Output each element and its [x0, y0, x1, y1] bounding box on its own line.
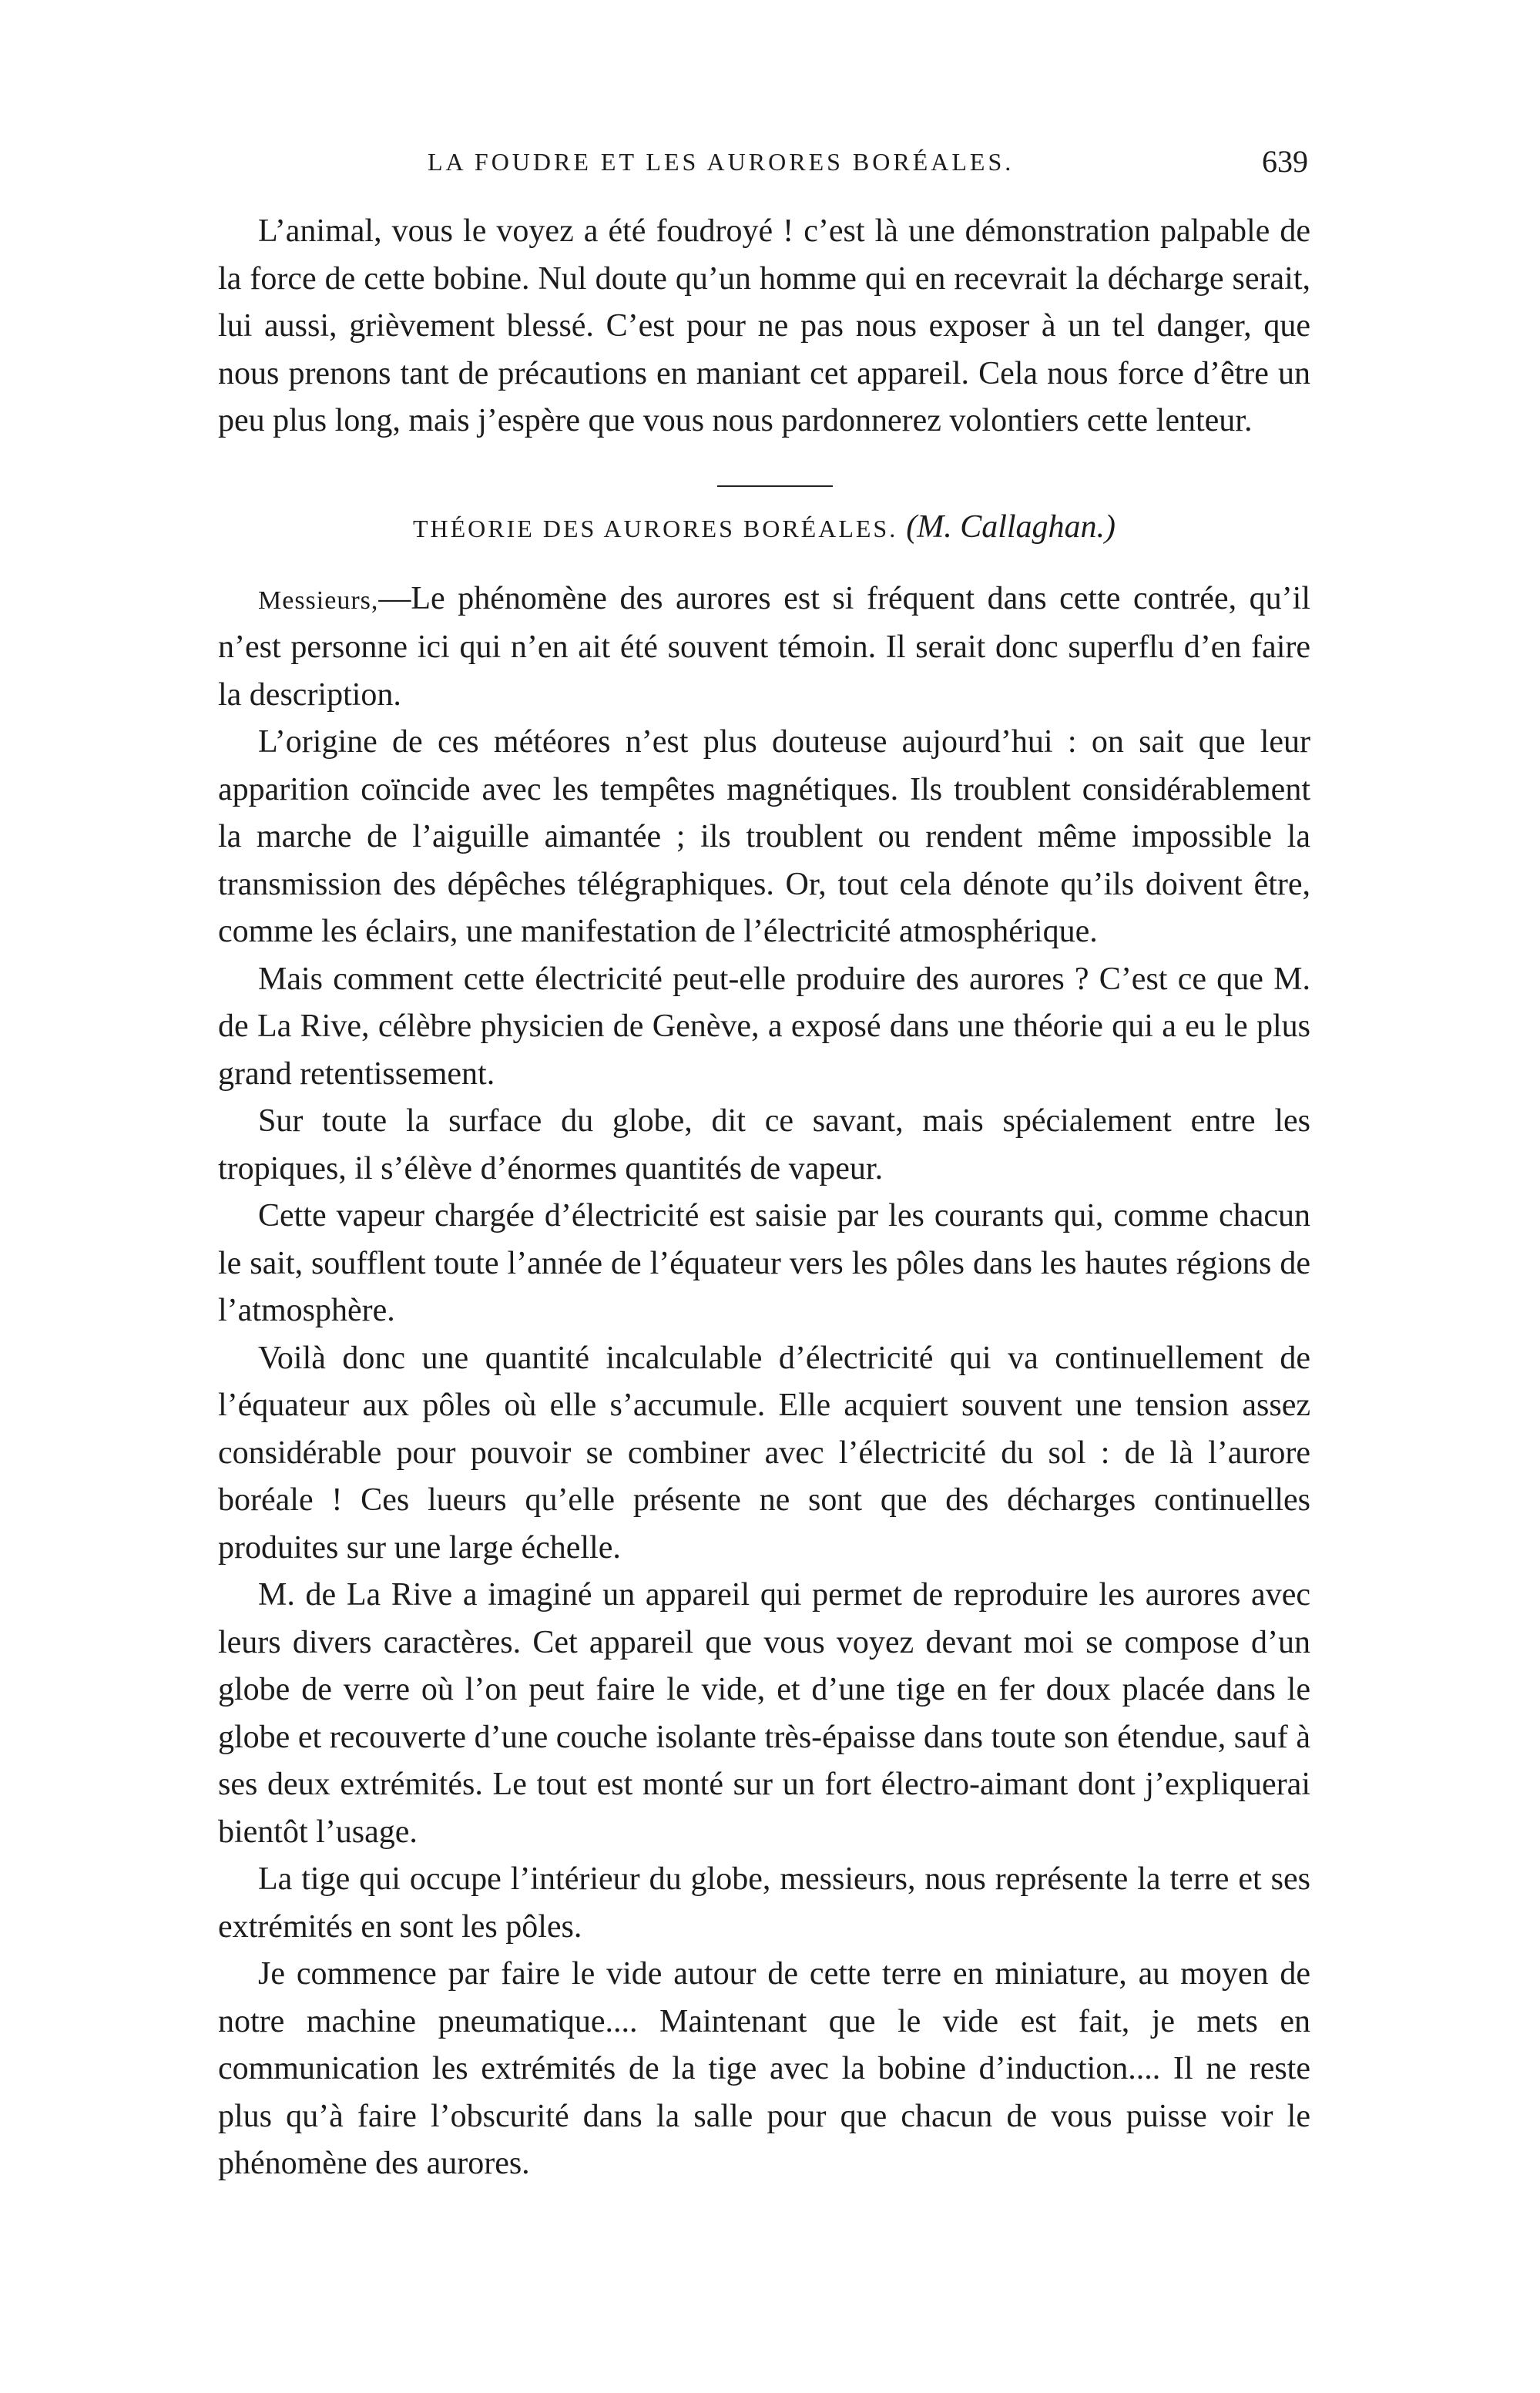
paragraph: Je commence par faire le vide autour de cette terre en miniature, au moyen de notre machine pneumatique.... Maintenant que le vide est fait, je mets en communication les extrémités de la tige avec la bobine d’induction.... Il ne reste plus qu’à faire l’obscurité dans la salle pour que chacun de vous puisse voir le phénomène des aurores. — [218, 1956, 1310, 2181]
section-heading — [218, 504, 1310, 552]
running-header — [0, 143, 1540, 181]
paragraph: Voilà donc une quantité incalculable d’électricité qui va continuellement de l’équateur aux pôles où elle s’accumule. Elle acquiert souvent une tension assez considérable pour pouvoir se combiner avec l’électricité du sol : de là l’aurore boréale ! Ces lueurs qu’elle présente ne sont que des décharges continuelles produites sur une large échelle. — [218, 1340, 1310, 1566]
section-divider — [717, 485, 833, 487]
intro-paragraph: L’animal, vous le voyez a été foudroyé ! c’est là une démonstration palpable de la force de cette bobine. Nul doute qu’un homme qui en recevrait la décharge serait, lui aussi, grièvement blessé. C’est pour ne pas nous exposer à un tel danger, que nous prenons tant de précautions en maniant cet appareil. Cela nous force d’être un peu plus long, mais j’espère que vous nous pardonnerez volontiers cette lenteur. — [218, 213, 1310, 438]
salutation: Messieurs, — [258, 586, 379, 615]
body-text — [218, 208, 1310, 2188]
paragraph: La tige qui occupe l’intérieur du globe, messieurs, nous représente la terre et ses extrémités en sont les pôles. — [218, 1861, 1310, 1945]
paragraph: Cette vapeur chargée d’électricité est saisie par les courants qui, comme chacun le sait, soufflent toute l’année de l’équateur vers les pôles dans les hautes régions de l’atmosphère. — [218, 1198, 1310, 1328]
running-title: LA FOUDRE ET LES AURORES BORÉALES. — [428, 148, 1015, 176]
paragraph: Mais comment cette électricité peut-elle produire des aurores ? C’est ce que M. de La Rive, célèbre physicien de Genève, a exposé dans une théorie qui a eu le plus grand retentissement. — [218, 961, 1310, 1092]
page-number: 639 — [1262, 144, 1308, 179]
paragraph: Sur toute la surface du globe, dit ce savant, mais spécialement entre les tropiques, il s’élève d’énormes quantités de vapeur. — [218, 1103, 1310, 1186]
section-author: (M. Callaghan.) — [906, 508, 1116, 545]
paragraph — [218, 576, 1310, 720]
paragraph: M. de La Rive a imaginé un appareil qui permet de reproduire les aurores avec leurs divers caractères. Cet appareil que vous voyez devant moi se compose d’un globe de verre où l’on peut faire le vide, et d’une tige en fer doux placée dans le globe et recouverte d’une couche isolante très-épaisse dans toute son étendue, sauf à ses deux extrémités. Le tout est monté sur un fort électro-aimant dont j’expliquerai bientôt l’usage. — [218, 1577, 1310, 1850]
section-title: THÉORIE DES AURORES BORÉALES. — [412, 514, 898, 542]
paragraph-text: —Le phénomène des aurores est si fréquent dans cette contrée, qu’il n’est personne ici qui n’en ait été souvent témoin. Il serait donc superflu d’en faire la description. — [218, 580, 1310, 713]
paragraph: L’origine de ces météores n’est plus douteuse aujourd’hui : on sait que leur apparition coïncide avec les tempêtes magnétiques. Ils troublent considérablement la marche de l’aiguille aimantée ; ils troublent ou rendent même impossible la transmission des dépêches télégraphiques. Or, tout cela dénote qu’ils doivent être, comme les éclairs, une manifestation de l’électricité atmosphérique. — [218, 724, 1310, 949]
